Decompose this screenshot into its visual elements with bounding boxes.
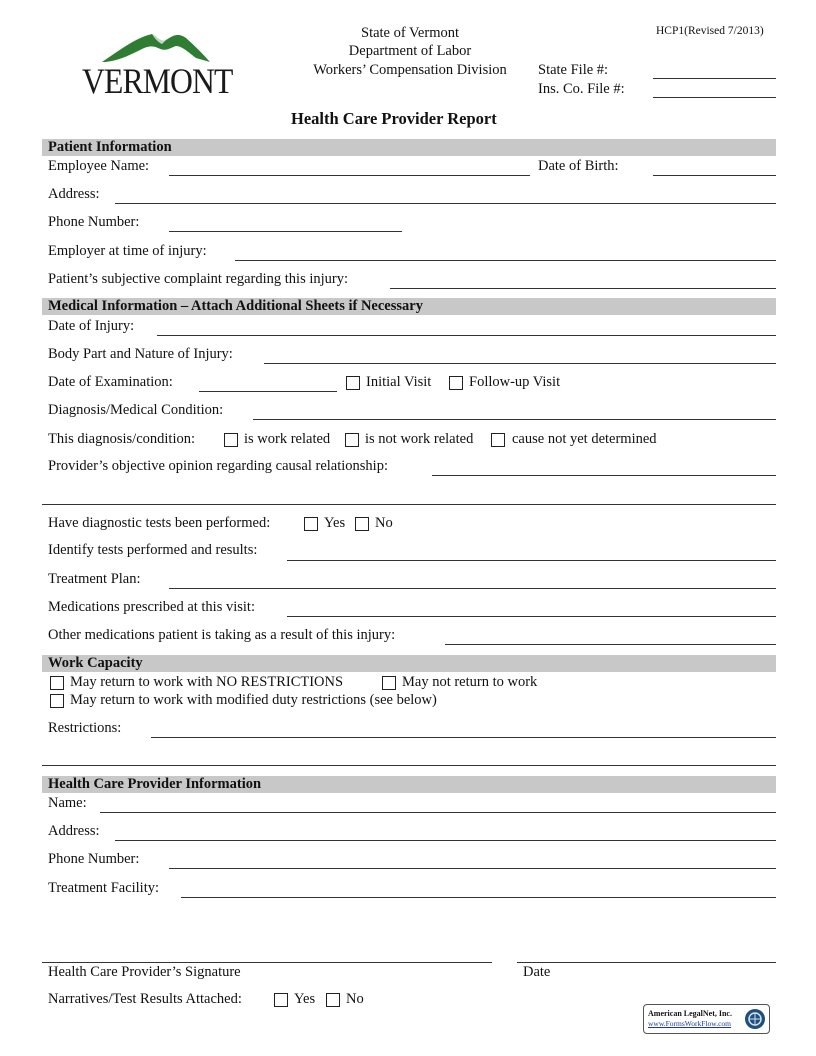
- employee-name-field[interactable]: [169, 175, 530, 176]
- ins-file-field[interactable]: [653, 97, 776, 98]
- work-capacity-heading: Work Capacity: [42, 655, 776, 672]
- provider-info-heading: Health Care Provider Information: [42, 776, 776, 793]
- may-not-return-checkbox[interactable]: [382, 676, 396, 690]
- signature-date-field[interactable]: [517, 962, 776, 963]
- causal-opinion-field-continued[interactable]: [42, 504, 776, 505]
- agency-line1: State of Vermont: [361, 25, 459, 41]
- no-restrictions-checkbox[interactable]: [50, 676, 64, 690]
- other-meds-label: Other medications patient is taking as a result of this injury:: [48, 627, 396, 643]
- facility-field[interactable]: [181, 897, 776, 898]
- globe-icon: [744, 1008, 766, 1030]
- signature-label: Health Care Provider’s Signature: [48, 964, 241, 980]
- narratives-yes-checkbox[interactable]: [274, 993, 288, 1007]
- complaint-label: Patient’s subjective complaint regarding this injury:: [48, 271, 349, 287]
- diagnosis-label: Diagnosis/Medical Condition:: [48, 402, 224, 418]
- causal-opinion-field[interactable]: [432, 475, 776, 476]
- this-diagnosis-label: This diagnosis/condition:: [48, 431, 196, 447]
- work-related-checkbox[interactable]: [224, 433, 238, 447]
- diag-tests-label: Have diagnostic tests been performed:: [48, 515, 271, 531]
- signature-date-label: Date: [523, 964, 551, 980]
- not-determined-label: cause not yet determined: [512, 431, 657, 447]
- provider-address-field[interactable]: [115, 840, 776, 841]
- patient-address-label: Address:: [48, 186, 100, 202]
- ins-file-label: Ins. Co. File #:: [538, 81, 625, 97]
- may-not-return-label: May not return to work: [402, 674, 538, 690]
- not-work-related-label: is not work related: [365, 431, 474, 447]
- signature-field[interactable]: [42, 962, 492, 963]
- date-of-injury-field[interactable]: [157, 335, 776, 336]
- medications-label: Medications prescribed at this visit:: [48, 599, 255, 615]
- page-title: Health Care Provider Report: [291, 109, 497, 128]
- no-restrictions-label: May return to work with NO RESTRICTIONS: [70, 674, 344, 690]
- vermont-logo-text: VERMONT: [82, 61, 233, 101]
- dob-label: Date of Birth:: [538, 158, 619, 174]
- narratives-no-label: No: [346, 991, 364, 1007]
- badge-url[interactable]: www.FormsWorkFlow.com: [648, 1019, 732, 1028]
- badge-company: American LegalNet, Inc.: [648, 1009, 732, 1018]
- narratives-yes-label: Yes: [294, 991, 316, 1007]
- form-code: HCP1(Revised 7/2013): [656, 25, 764, 37]
- diag-tests-no-label: No: [375, 515, 393, 531]
- followup-visit-checkbox[interactable]: [449, 376, 463, 390]
- initial-visit-checkbox[interactable]: [346, 376, 360, 390]
- tests-results-field[interactable]: [287, 560, 776, 561]
- other-meds-field[interactable]: [445, 644, 776, 645]
- date-exam-label: Date of Examination:: [48, 374, 173, 390]
- provider-name-field[interactable]: [100, 812, 776, 813]
- employee-name-label: Employee Name:: [48, 158, 150, 174]
- legalnet-badge[interactable]: [643, 1004, 770, 1034]
- causal-opinion-label: Provider’s objective opinion regarding causal relationship:: [48, 458, 388, 474]
- narratives-no-checkbox[interactable]: [326, 993, 340, 1007]
- dob-field[interactable]: [653, 175, 776, 176]
- provider-name-label: Name:: [48, 795, 87, 811]
- diag-tests-no-checkbox[interactable]: [355, 517, 369, 531]
- narratives-label: Narratives/Test Results Attached:: [48, 991, 242, 1007]
- state-file-field[interactable]: [653, 78, 776, 79]
- work-related-label: is work related: [244, 431, 331, 447]
- medications-field[interactable]: [287, 616, 776, 617]
- provider-phone-field[interactable]: [169, 868, 776, 869]
- patient-phone-label: Phone Number:: [48, 214, 140, 230]
- not-determined-checkbox[interactable]: [491, 433, 505, 447]
- body-part-field[interactable]: [264, 363, 776, 364]
- restrictions-field[interactable]: [151, 737, 776, 738]
- tests-results-label: Identify tests performed and results:: [48, 542, 258, 558]
- treatment-plan-label: Treatment Plan:: [48, 571, 141, 587]
- followup-visit-label: Follow-up Visit: [469, 374, 561, 390]
- diag-tests-yes-label: Yes: [324, 515, 346, 531]
- patient-address-field[interactable]: [115, 203, 776, 204]
- modified-duty-checkbox[interactable]: [50, 694, 64, 708]
- agency-line2: Department of Labor: [348, 43, 472, 59]
- restrictions-label: Restrictions:: [48, 720, 122, 736]
- patient-phone-field[interactable]: [169, 231, 402, 232]
- diagnosis-field[interactable]: [253, 419, 776, 420]
- initial-visit-label: Initial Visit: [366, 374, 432, 390]
- modified-duty-label: May return to work with modified duty restrictions (see below): [70, 692, 437, 708]
- agency-line3: Workers’ Compensation Division: [313, 62, 507, 78]
- not-work-related-checkbox[interactable]: [345, 433, 359, 447]
- date-of-injury-label: Date of Injury:: [48, 318, 135, 334]
- treatment-plan-field[interactable]: [169, 588, 776, 589]
- provider-phone-label: Phone Number:: [48, 851, 140, 867]
- state-file-label: State File #:: [538, 62, 609, 78]
- employer-label: Employer at time of injury:: [48, 243, 207, 259]
- complaint-field[interactable]: [390, 288, 776, 289]
- diag-tests-yes-checkbox[interactable]: [304, 517, 318, 531]
- restrictions-field-continued[interactable]: [42, 765, 776, 766]
- medical-info-heading: Medical Information – Attach Additional Sheets if Necessary: [42, 298, 776, 315]
- provider-address-label: Address:: [48, 823, 100, 839]
- facility-label: Treatment Facility:: [48, 880, 160, 896]
- employer-field[interactable]: [235, 260, 776, 261]
- body-part-label: Body Part and Nature of Injury:: [48, 346, 233, 362]
- date-exam-field[interactable]: [199, 391, 337, 392]
- patient-info-heading: Patient Information: [42, 139, 776, 156]
